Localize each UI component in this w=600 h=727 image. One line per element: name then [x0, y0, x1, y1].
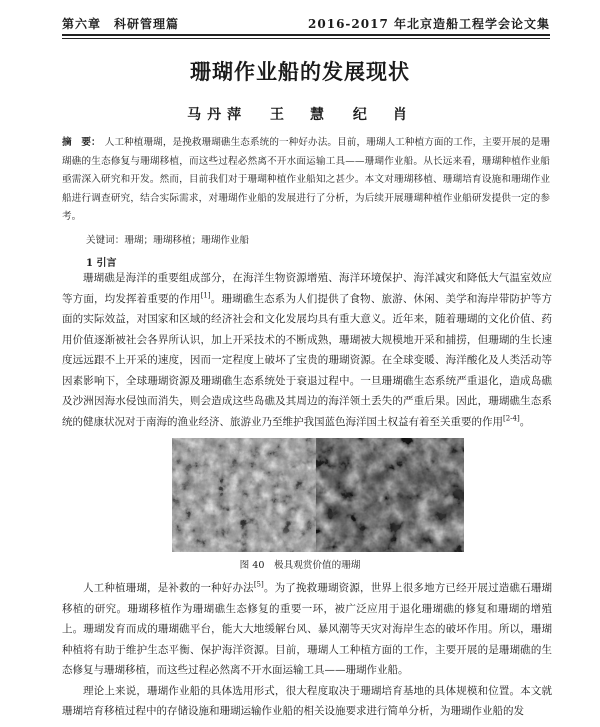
body-paragraph [62, 578, 552, 681]
author-name: 马丹萍 [187, 107, 248, 123]
keywords-text: 珊瑚；珊瑚移植；珊瑚作业船 [124, 235, 250, 246]
body-section [62, 578, 552, 722]
intro-text-b: 。珊瑚礁生态系为人们提供了食物、旅游、休闲、美学和海岸带防护等方面的实际效益，对国家和区域的经济社会和文化发展均具有重大意义。近年来，随着珊瑚的文化价值、药用价值逐渐被社会各界所认识，加上开采技术的不断成熟，珊瑚被大规模地开采和捕捞，但珊瑚的生长速度远远跟不上开采的速度，因而一定程度上破坏了宝贵的珊瑚资源。在全球变暖、海洋酸化及人类活动等因素影响下，全球珊瑚资源及珊瑚礁生态系统处于衰退过程中。一旦珊瑚礁生态系统严重退化，造成岛礁及沙洲因海水侵蚀而消失，则会造成这些岛礁及其周边的海洋领土丢失的严重后果。因此，珊瑚礁生态系统的健康状况对于南海的渔业经济、旅游业乃至维护我国蓝色海洋国土权益有着至关重要的作用 [62, 292, 553, 428]
author-name: 王 慧 [270, 107, 330, 123]
chapter-label: 第六章 科研管理篇 [62, 17, 180, 31]
header-rule-thick [62, 34, 550, 36]
citation-ref: [5] [253, 580, 264, 589]
figure-caption: 图 40 极具观赏价值的珊瑚 [239, 560, 361, 571]
section-heading: 1 引言 [86, 258, 117, 269]
intro-text-a: 珊瑚礁是海洋的重要组成部分，在海洋生物资源增殖、海洋环境保护、海洋减灾和降低大气温室效应等方面，均发挥着重要的作用 [62, 272, 552, 305]
proceedings-label: 2016-2017 年北京造船工程学会论文集 [308, 17, 550, 31]
running-header [62, 12, 550, 32]
header-rule-thin [62, 38, 550, 39]
citation-ref: [1] [200, 291, 211, 299]
body-text-a: 人工种植珊瑚，是补救的一种好办法 [83, 582, 254, 594]
abstract-text: 人工种植珊瑚，是挽救珊瑚礁生态系统的一种好办法。目前，珊瑚人工种植方面的工作，主要开展的是珊瑚礁的生态修复与珊瑚移植，而这些过程必然离不开水面运输工具——珊瑚作业船。从长远来看，珊瑚种植作业船亟需深入研究和开发。然而，目前我们对于珊瑚种植作业船知之甚少。本文对珊瑚移植、珊瑚培育设施和珊瑚作业船进行调查研究，结合实际需求，对珊瑚作业船的发展进行了分析，为后续开展珊瑚种植作业船研发提供一定的参考。 [62, 137, 551, 222]
body-text-b: 。为了挽救珊瑚资源，世界上很多地方已经开展过造礁石珊瑚移植的研究。珊瑚移植作为珊瑚礁生态修复的重要一环，被广泛应用于退化珊瑚礁的修复和珊瑚的增殖上。珊瑚发育而成的珊瑚礁平台，能大大地缓解台风、暴风潮等天灾对海岸生态的破坏作用。所以，珊瑚种植将有助于维护生态平衡、保护海洋资源。目前，珊瑚人工种植方面的工作，主要开展的是珊瑚礁的生态修复与珊瑚移植，而这些过程必然离不开水面运输工具——珊瑚作业船。 [62, 582, 553, 676]
citation-ref: [2-4] [503, 414, 520, 422]
paper-title: 珊瑚作业船的发展现状 [190, 59, 410, 84]
body-paragraph: 理论上来说，珊瑚作业船的具体选用形式，很大程度取决于珊瑚培育基地的具体规模和位置。本文就珊瑚培育移植过程中的存储设施和珊瑚运输作业船的相关设施要求进行简单分析，为珊瑚作业船的发 [62, 684, 552, 717]
keywords [86, 234, 550, 248]
intro-text-c: 。 [519, 415, 531, 428]
intro-paragraph [62, 268, 552, 432]
abstract [62, 134, 550, 227]
abstract-label: 摘 要： [62, 137, 101, 148]
coral-photo-left [172, 438, 320, 552]
coral-photo-right [316, 438, 464, 552]
author-list [0, 104, 600, 124]
author-name: 纪 肖 [352, 107, 413, 123]
keywords-label: 关键词： [86, 235, 125, 246]
